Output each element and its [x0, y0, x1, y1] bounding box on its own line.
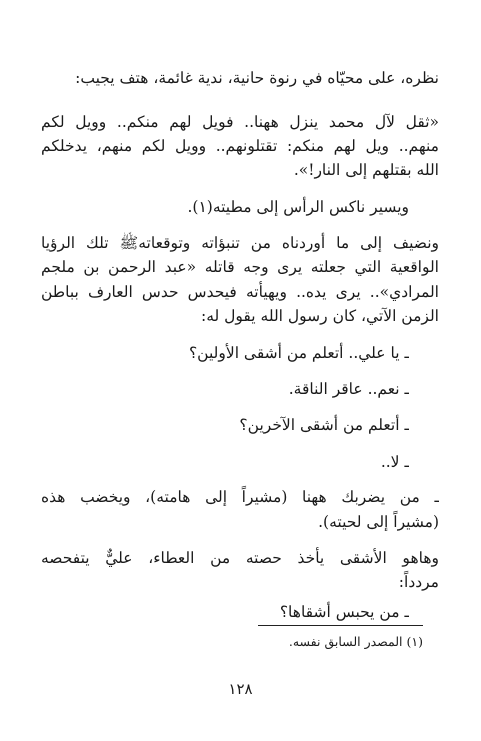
- text-line: (مشيراً إلى لحيته).: [318, 513, 439, 531]
- text-line: وهاهو الأشقى يأخذ حصته من العطاء، عليٌّ يتفحصه: [41, 549, 439, 567]
- page-number: ١٢٨: [228, 680, 253, 698]
- text-line: الواقعية التي جعلته يرى وجه قاتله «عبد الرحمن بن ملجم: [41, 258, 439, 276]
- text-line: «ثقل لآل محمد ينزل ههنا.. فويل لهم منكم.. وويل لكم: [41, 113, 439, 131]
- text-line: ونضيف إلى ما أوردناه من تنبؤاته وتوقعاتهﷺ تلك الرؤيا: [41, 234, 439, 252]
- text-line: مردداً:: [398, 573, 439, 591]
- dialogue-line: ـ أتعلم من أشقى الآخرين؟: [239, 416, 409, 434]
- footnote-divider: [258, 625, 423, 626]
- dialogue-line: ـ يا علي.. أتعلم من أشقى الأولين؟: [188, 344, 409, 362]
- dialogue-line: ـ نعم.. عاقر الناقة.: [288, 380, 409, 398]
- dialogue-line: ـ لا..: [380, 453, 409, 471]
- text-line: منهم.. ويل لهم منكم: تقتلونهم.. وويل لكم منهم، يدخلكم: [41, 137, 439, 155]
- footnote: (١) المصدر السابق نفسه.: [288, 634, 423, 649]
- text-line: الله بقتلهم إلى النار!».: [293, 161, 439, 179]
- dialogue-line: ـ من يحبس أشقاها؟: [279, 603, 409, 621]
- text-line: ويسير ناكس الرأس إلى مطيته(١).: [187, 198, 409, 216]
- text-line: الزمن الآتي، كان رسول الله يقول له:: [200, 307, 439, 325]
- text-line: نظره، على محيّاه في رنوة حانية، ندية غائمة، هتف يجيب:: [75, 69, 439, 87]
- text-line: المرادي».. يرى يده.. ويهيأته فيحدس حدس العارف بباطن: [41, 283, 439, 301]
- dialogue-line: ـ من يضربك ههنا (مشيراً إلى هامته)، ويخضب هذه: [41, 488, 439, 506]
